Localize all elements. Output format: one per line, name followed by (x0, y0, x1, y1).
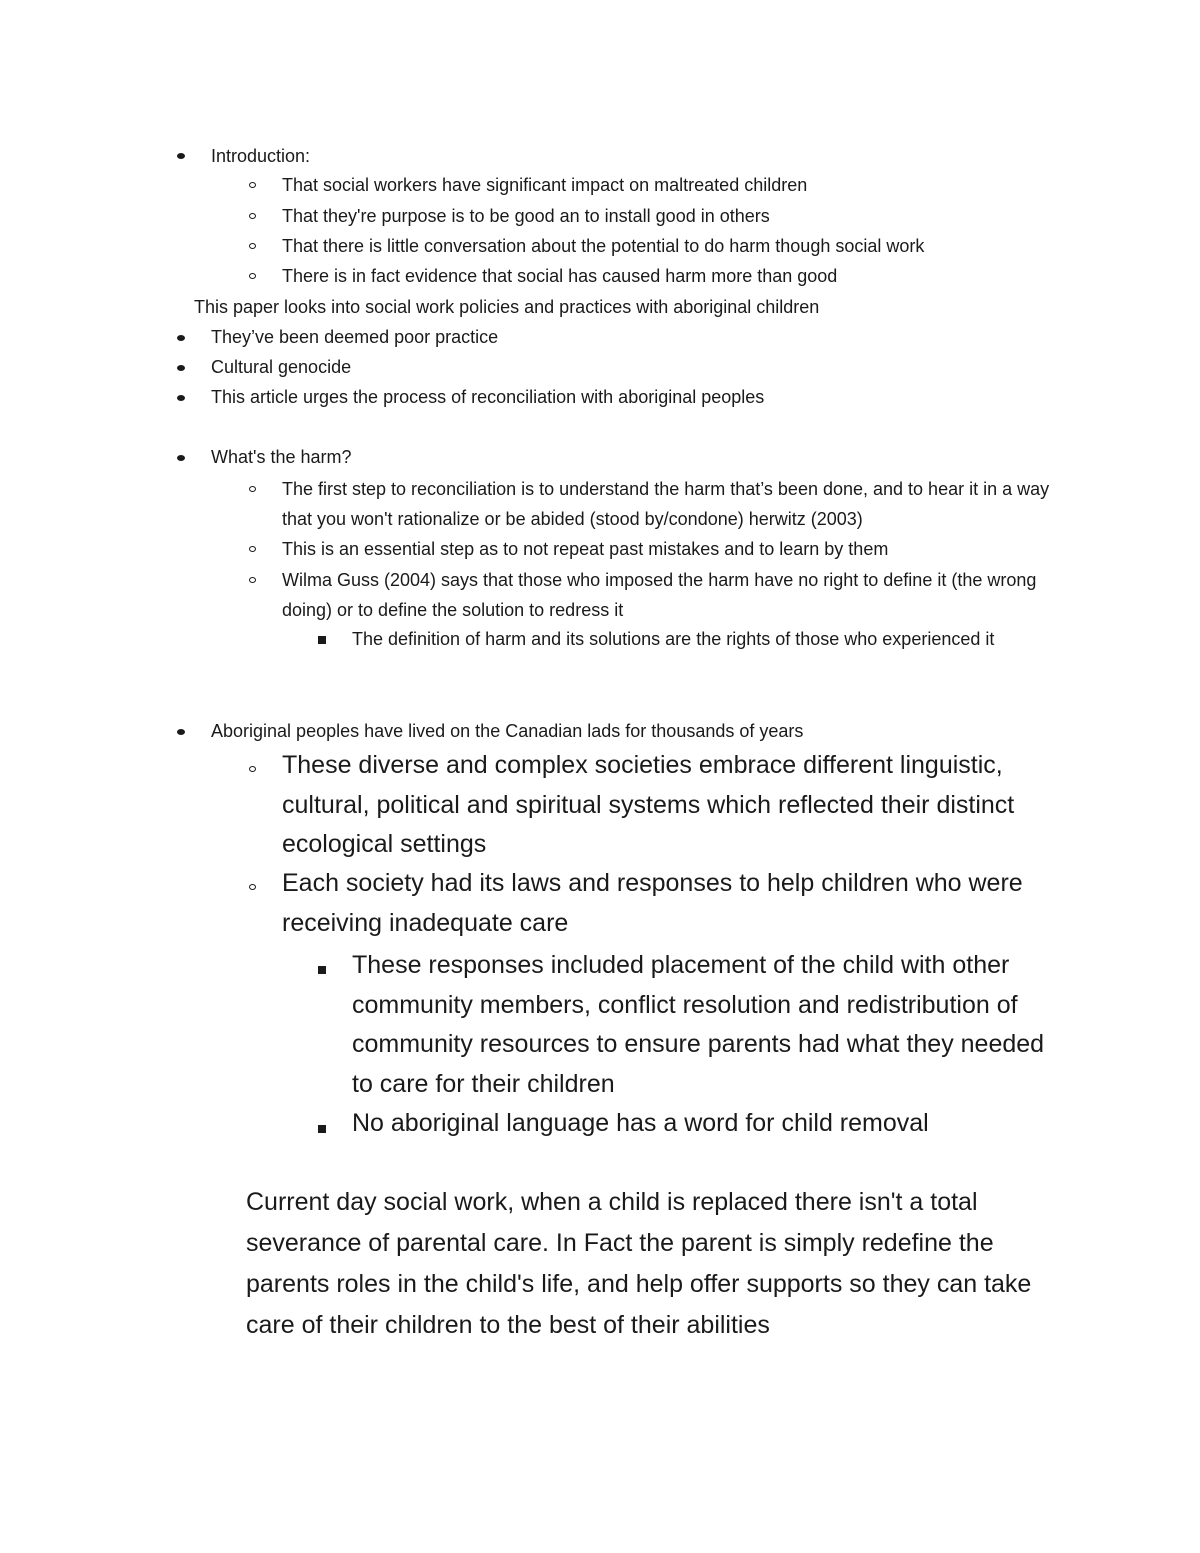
circle-bullet-icon (249, 546, 256, 552)
circle-bullet-icon (249, 766, 256, 772)
aboriginal-subpoint: These responses included placement of the child with other community members, conflict resolution and redistribution of community resources to ensure parents had what they needed to care for their children (352, 951, 1045, 1098)
intro-point: That they're purpose is to be good an to install good in others (282, 206, 770, 226)
aboriginal-heading: Aboriginal peoples have lived on the Canadian lads for thousands of years (211, 721, 804, 741)
square-bullet-icon (318, 966, 326, 974)
paper-point: Cultural genocide (211, 357, 352, 377)
harm-point: This is an essential step as to not repeat past mistakes and to learn by them (282, 539, 889, 559)
paper-statement: This paper looks into social work policies and practices with aboriginal children (194, 297, 820, 317)
harm-heading: What's the harm? (211, 447, 352, 467)
paper-point: This article urges the process of reconciliation with aboriginal peoples (211, 387, 765, 407)
bullet-icon (177, 455, 185, 461)
circle-bullet-icon (249, 486, 256, 492)
closing-paragraph: Current day social work, when a child is replaced there isn't a total severance of parental care. In Fact the parent is simply redefine the parents roles in the child's life, and help offer supports so they can take care of their children to the best of their abilities (246, 1188, 1032, 1339)
bullet-icon (177, 729, 185, 735)
bullet-icon (177, 365, 185, 371)
aboriginal-point: These diverse and complex societies embrace different linguistic, cultural, political and spiritual systems which reflected their distinct ecological settings (282, 751, 1015, 858)
harm-point: The first step to reconciliation is to understand the harm that’s been done, and to hear it in a way that you won't rationalize or be abided (stood by/condone) herwitz (2003) (282, 479, 1050, 529)
harm-subpoint: The definition of harm and its solutions are the rights of those who experienced it (352, 629, 995, 649)
aboriginal-point: Each society had its laws and responses to help children who were receiving inadequate care (282, 869, 1023, 937)
circle-bullet-icon (249, 182, 256, 188)
circle-bullet-icon (249, 273, 256, 279)
square-bullet-icon (318, 1125, 326, 1133)
square-bullet-icon (318, 636, 326, 644)
aboriginal-subpoint: No aboriginal language has a word for child removal (352, 1109, 929, 1137)
circle-bullet-icon (249, 577, 256, 583)
circle-bullet-icon (249, 243, 256, 249)
intro-point: There is in fact evidence that social has caused harm more than good (282, 266, 838, 286)
circle-bullet-icon (249, 884, 256, 890)
bullet-icon (177, 153, 185, 159)
harm-point: Wilma Guss (2004) says that those who imposed the harm have no right to define it (the wrong doing) or to define the solution to redress it (282, 570, 1037, 620)
intro-point: That there is little conversation about the potential to do harm though social work (282, 236, 925, 256)
bullet-icon (177, 395, 185, 401)
circle-bullet-icon (249, 213, 256, 219)
intro-point: That social workers have significant impact on maltreated children (282, 175, 808, 195)
paper-point: They’ve been deemed poor practice (211, 327, 499, 347)
bullet-icon (177, 335, 185, 341)
intro-heading: Introduction: (211, 146, 311, 166)
